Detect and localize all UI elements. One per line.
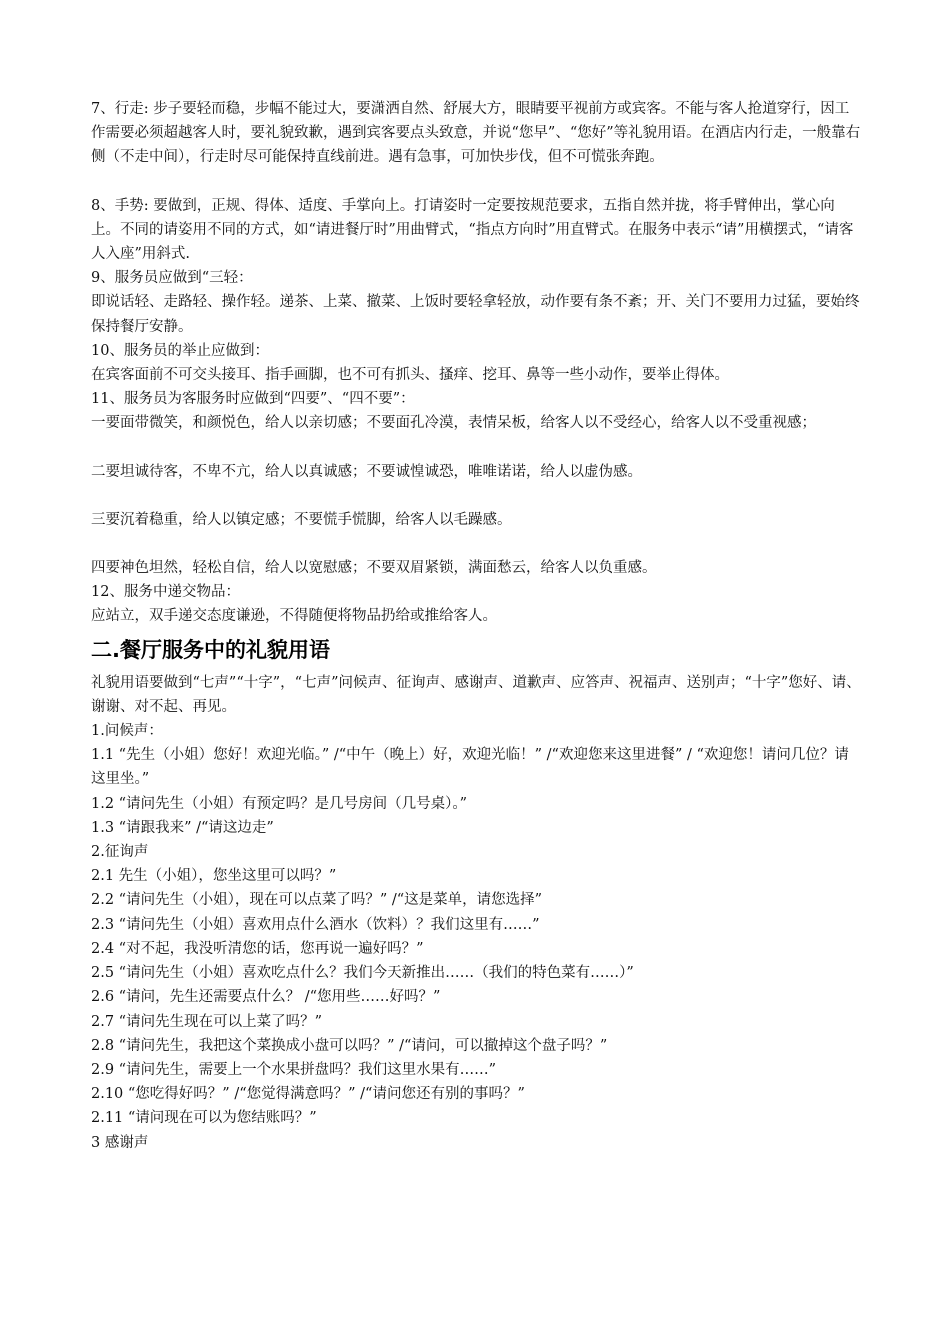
item11-title: 11、服务员为客服务时应做到“四要”、“四不要”： [91, 391, 415, 408]
document-body [91, 97, 861, 1155]
phrase-line: 2.9 “请问先生，需要上一个水果拼盘吗？我们这里水果有……” [91, 1061, 496, 1078]
spacer [91, 484, 861, 508]
item11-point-3: 三要沉着稳重，给人以镇定感；不要慌手慌脚，给客人以毛躁感。 [91, 511, 512, 528]
phrase-line: 2.11 “请问现在可以为您结账吗？” [91, 1110, 317, 1127]
section-heading: 二.餐厅服务中的礼貌用语 [91, 637, 330, 662]
section-intro: 礼貌用语要做到“七声”“十字”，“七声”问候声、征询声、感谢声、道歉声、应答声、祝福声、送别声；“十字”您好、请、谢谢、对不起、再见。 [91, 674, 861, 715]
paragraph-gestures: 8、手势: 要做到，正规、得体、适度、手掌向上。打请姿时一定要按规范要求，五指自然并拢，将手臂伸出，掌心向上。不同的请姿用不同的方式，如“请进餐厅时”用曲臂式，“指点方向时”用直臂式。在服务中表示“请”用横摆式，“请客人入座”用斜式. [91, 197, 854, 263]
item9-body: 即说话轻、走路轻、操作轻。递茶、上菜、撤菜、上饭时要轻拿轻放，动作要有条不紊；开、关门不要用力过猛，要始终保持餐厅安静。 [91, 294, 860, 335]
phrase-line: 2.5 “请问先生（小姐）喜欢吃点什么？我们今天新推出……（我们的特色菜有……）” [91, 965, 634, 982]
spacer [91, 436, 861, 460]
item10-title: 10、服务员的举止应做到： [91, 342, 269, 359]
paragraph-walking: 7、行走: 步子要轻而稳，步幅不能过大，要潇洒自然、舒展大方，眼睛要平视前方或宾客。不能与客人抢道穿行，因工作需要必须超越客人时，要礼貌致歉，遇到宾客要点头致意，并说“您早”、“您好”等礼貌用语。在酒店内行走，一般靠右侧（不走中间），行走时尽可能保持直线前进。遇有急事，可加快步伐，但不可慌张奔跑。 [91, 101, 861, 166]
phrase-line: 1.2 “请问先生（小姐）有预定吗？是几号房间（几号桌）。” [91, 795, 467, 812]
phrase-list [91, 719, 861, 1155]
phrase-line: 3 感谢声 [91, 1134, 149, 1151]
spacer [91, 532, 861, 556]
item11-point-4: 四要神色坦然，轻松自信，给人以宽慰感；不要双眉紧锁，满面愁云，给客人以负重感。 [91, 560, 657, 577]
spacer [91, 170, 861, 194]
item12-body: 应站立，双手递交态度谦逊，不得随便将物品扔给或推给客人。 [91, 608, 497, 625]
item9-title: 9、服务员应做到“三轻： [91, 270, 253, 287]
phrase-line: 2.征询声 [91, 844, 149, 861]
phrase-line: 2.4 “对不起，我没听清您的话，您再说一遍好吗？” [91, 940, 424, 957]
phrase-line: 2.2 “请问先生（小姐），现在可以点菜了吗？” /“这是菜单，请您选择” [91, 892, 543, 909]
phrase-line: 1.3 “请跟我来” /“请这边走” [91, 819, 274, 836]
phrase-line: 2.3 “请问先生（小姐）喜欢用点什么酒水（饮料）？我们这里有……” [91, 916, 540, 933]
item12-title: 12、服务中递交物品： [91, 584, 240, 601]
phrase-line: 1.问候声： [91, 723, 163, 740]
item10-body: 在宾客面前不可交头接耳、指手画脚，也不可有抓头、搔痒、挖耳、鼻等一些小动作，要举止得体。 [91, 367, 729, 384]
item11-point-2: 二要坦诚待客，不卑不亢，给人以真诚感；不要诚惶诚恐，唯唯诺诺，给人以虚伪感。 [91, 463, 642, 480]
phrase-line: 2.1 先生（小姐），您坐这里可以吗？” [91, 868, 337, 885]
phrase-line: 2.8 “请问先生，我把这个菜换成小盘可以吗？” /“请问，可以撤掉这个盘子吗？” [91, 1037, 608, 1054]
item11-point-1: 一要面带微笑，和颜悦色，给人以亲切感；不要面孔冷漠，表情呆板，给客人以不受经心，给客人以不受重视感； [91, 415, 816, 432]
phrase-line: 2.7 “请问先生现在可以上菜了吗？” [91, 1013, 322, 1030]
phrase-line: 1.1 “先生（小姐）您好！欢迎光临。” /“中午（晚上）好，欢迎光临！” /“欢迎您来这里进餐” / “欢迎您！请问几位？请这里坐。” [91, 747, 849, 788]
phrase-line: 2.6 “请问，先生还需要点什么？ /“您用些……好吗？” [91, 989, 441, 1006]
phrase-line: 2.10 “您吃得好吗？” /“您觉得满意吗？” /“请问您还有别的事吗？” [91, 1086, 525, 1103]
